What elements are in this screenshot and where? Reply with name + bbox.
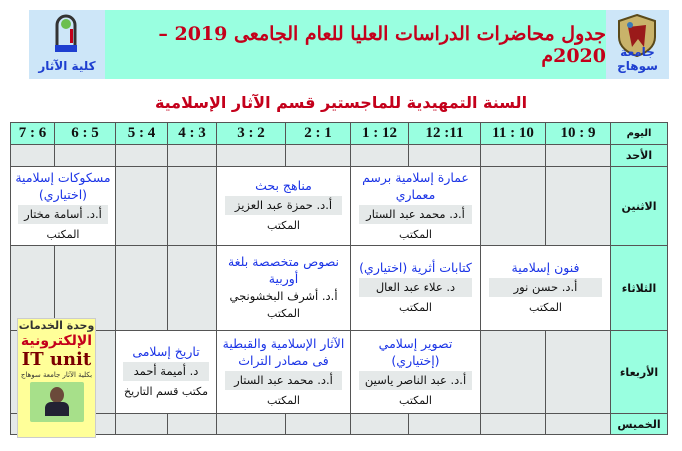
empty-cell — [216, 144, 286, 167]
empty-cell — [54, 144, 116, 167]
empty-cell — [480, 413, 546, 435]
faculty-logo-icon — [51, 13, 81, 53]
time-slot-header: 11 : 10 — [480, 122, 546, 145]
course-title: مناهج بحث — [255, 178, 312, 193]
course-room: المكتب — [46, 227, 80, 241]
empty-cell — [115, 413, 168, 435]
empty-cell — [115, 245, 168, 331]
day-label-tuesday: الثلاثاء — [610, 245, 668, 331]
course-title: نصوص متخصصة بلغة أوربية — [227, 254, 340, 286]
course-professor: أ.د. محمد عبد الستار — [359, 205, 472, 224]
empty-cell — [115, 144, 168, 167]
schedule-table — [10, 122, 668, 435]
course-room: المكتب — [529, 301, 562, 314]
empty-cell — [408, 413, 481, 435]
day-label-monday: الاثنين — [610, 166, 668, 246]
empty-cell — [167, 166, 217, 246]
course-room: المكتب — [267, 307, 300, 320]
title-panel — [105, 10, 606, 79]
time-slot-header: 2 : 1 — [285, 122, 351, 145]
empty-cell — [480, 166, 546, 246]
it-unit-line2: الإلكترونية — [20, 333, 93, 349]
university-logo-panel — [606, 10, 669, 79]
empty-cell — [545, 144, 611, 167]
course-room: المكتب — [399, 301, 432, 314]
course-professor: أ.د. أشرف البخشونجي — [229, 289, 338, 303]
course-cell — [10, 166, 116, 246]
course-title: تاريخ إسلامى — [132, 344, 200, 359]
empty-cell — [10, 144, 55, 167]
day-label-thursday: الخميس — [610, 413, 668, 435]
university-name: جامعة سوهاج — [617, 45, 658, 73]
day-label-wednesday: الأربعاء — [610, 330, 668, 414]
course-cell — [216, 330, 351, 414]
it-unit-line3: IT unit — [21, 349, 92, 370]
course-professor: د. أميمة أحمد — [123, 362, 209, 381]
course-cell — [216, 245, 351, 331]
schedule-subtitle: السنة التمهيدية للماجستير قسم الآثار الإسلامية — [154, 93, 528, 112]
course-cell — [350, 166, 481, 246]
faculty-name: كلية الآثار — [38, 59, 96, 73]
time-slot-header: 10 : 9 — [545, 122, 611, 145]
faculty-logo-panel — [29, 10, 105, 79]
header-banner — [29, 10, 669, 79]
time-slot-header: 7 : 6 — [10, 122, 55, 145]
empty-cell — [480, 330, 546, 414]
time-slot-header: 5 : 4 — [115, 122, 168, 145]
course-professor: أ.د. محمد عبد الستار — [225, 371, 342, 390]
empty-cell — [408, 144, 481, 167]
course-cell — [480, 245, 611, 331]
course-cell — [115, 330, 217, 414]
course-professor: أ.د. عبد الناصر ياسين — [359, 371, 472, 390]
time-slot-header: 6 : 5 — [54, 122, 116, 145]
course-professor: د. علاء عبد العال — [359, 278, 472, 297]
course-title: تصوير إسلامي (إختياري) — [378, 335, 453, 368]
empty-cell — [350, 413, 409, 435]
empty-cell — [350, 144, 409, 167]
course-room: مكتب قسم التاريخ — [123, 385, 209, 398]
course-title: فنون إسلامية — [511, 260, 580, 275]
time-slot-header: 4 : 3 — [167, 122, 217, 145]
empty-cell — [115, 166, 168, 246]
it-unit-badge — [17, 318, 96, 438]
course-title: كتابات أثرية (اختياري) — [359, 260, 472, 275]
day-column-header: اليوم — [610, 122, 668, 145]
time-slot-header: 3 : 2 — [216, 122, 286, 145]
course-room: المكتب — [399, 227, 432, 241]
course-cell — [350, 330, 481, 414]
empty-cell — [167, 245, 217, 331]
empty-cell — [545, 413, 611, 435]
empty-cell — [285, 413, 351, 435]
course-professor: أ.د. أسامة مختار — [18, 205, 108, 224]
course-room: المكتب — [267, 393, 300, 407]
empty-cell — [167, 144, 217, 167]
empty-cell — [545, 330, 611, 414]
page-title: جدول محاضرات الدراسات العليا للعام الجامعى 2019 – 2020م — [158, 22, 606, 67]
course-title: مسكوكات إسلامية (اختياري) — [15, 169, 111, 202]
empty-cell — [167, 413, 217, 435]
it-unit-line4: بكلية الآثار جامعة سوهاج — [20, 371, 93, 379]
person-photo-icon — [30, 382, 84, 422]
time-slot-header: 1 : 12 — [350, 122, 409, 145]
course-professor: أ.د. حسن نور — [489, 278, 602, 297]
course-cell — [350, 245, 481, 331]
time-slot-header: 12 :11 — [408, 122, 481, 145]
course-professor: أ.د. حمزة عبد العزيز — [225, 196, 342, 215]
it-unit-line1: وحدة الخدمات — [18, 319, 95, 332]
empty-cell — [216, 413, 286, 435]
empty-cell — [545, 166, 611, 246]
course-cell — [216, 166, 351, 246]
empty-cell — [285, 144, 351, 167]
course-room: المكتب — [399, 393, 432, 407]
empty-cell — [480, 144, 546, 167]
course-room: المكتب — [267, 219, 300, 232]
day-label-sunday: الأحد — [610, 144, 668, 167]
course-title: عمارة إسلامية برسم معماري — [362, 169, 469, 202]
course-title: الآثار الإسلامية والقبطية فى مصادر التراث — [222, 335, 345, 368]
